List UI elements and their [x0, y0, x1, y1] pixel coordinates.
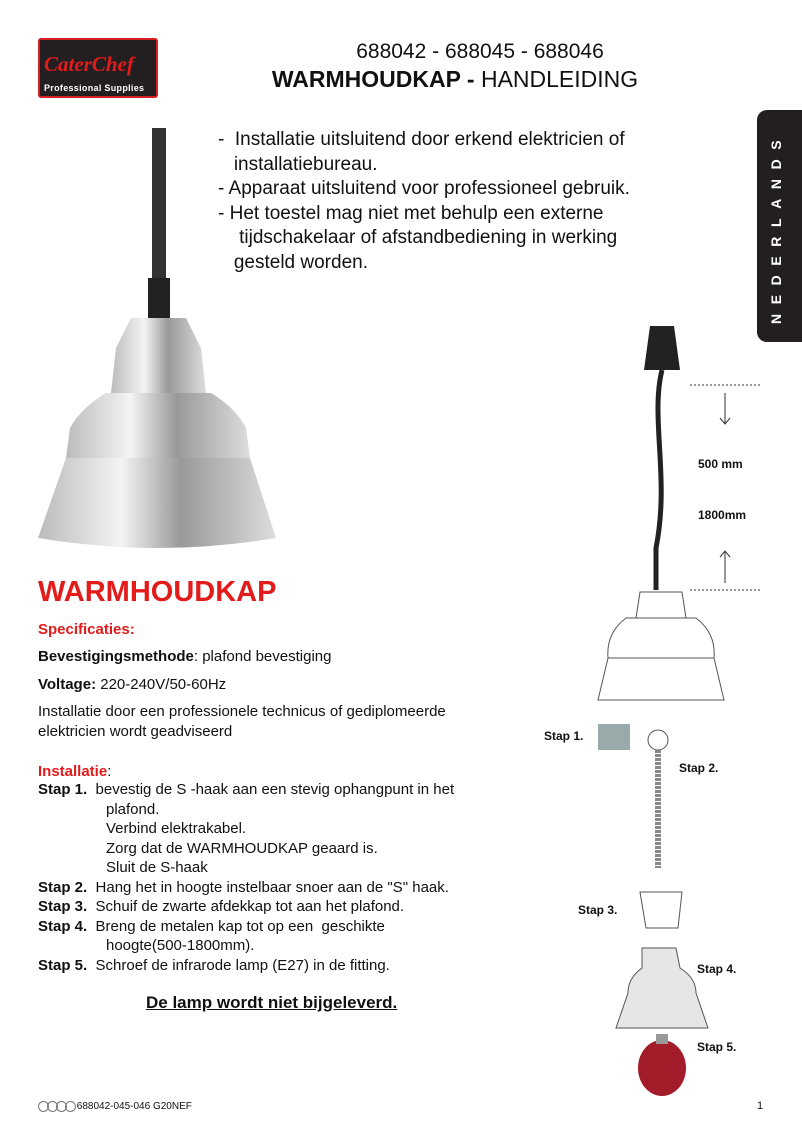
- diagram-label-step3: Stap 3.: [578, 903, 618, 917]
- step-text: Hang het in hoogte instelbaar snoer aan de "S" haak.: [87, 878, 449, 896]
- install-step-line: hoogte(500-1800mm).: [106, 937, 255, 954]
- install-step-line: [38, 878, 518, 898]
- mount-value: : plafond bevestiging: [193, 648, 332, 665]
- advice: [38, 702, 446, 741]
- document-code: 688042-045-046 G20NEF: [76, 1101, 192, 1113]
- diagram-label-step4: Stap 4.: [697, 962, 737, 976]
- install-step-line: plafond.: [106, 800, 160, 818]
- circle-icon: [65, 1101, 76, 1112]
- logo-subtext: Professional Supplies: [44, 83, 145, 93]
- install-step-line: [38, 956, 518, 976]
- step-label: Stap 2.: [38, 878, 88, 896]
- step-label: Stap 1.: [38, 781, 88, 798]
- language-tab: [757, 110, 802, 342]
- page-number: 1: [757, 1100, 764, 1112]
- warning-line: - Installatie uitsluitend door erkend elektricien of: [218, 129, 625, 150]
- step-text: Schroef de infrarode lamp (E27) in de fitting.: [87, 956, 390, 974]
- install-step-line: Verbind elektrakabel.: [106, 820, 247, 837]
- section-heading: WARMHOUDKAP: [38, 576, 277, 608]
- install-step-line: Zorg dat de WARMHOUDKAP geaard is.: [106, 839, 378, 857]
- logo-text: CaterChef: [44, 52, 134, 76]
- install-title: Installatie:: [38, 763, 112, 780]
- height-diagram: [590, 318, 770, 618]
- install-step-line: [38, 917, 518, 937]
- diagram-label-step2: Stap 2.: [679, 761, 719, 775]
- warning-line: tijdschakelaar of afstandbediening in werking: [218, 227, 618, 248]
- mount-spec: [38, 647, 331, 667]
- advice-line: elektricien wordt geadviseerd: [38, 722, 233, 740]
- diagram-label-step1: Stap 1.: [544, 729, 584, 743]
- install-step-line: [38, 780, 518, 800]
- voltage-spec: [38, 675, 226, 695]
- warning-line: installatiebureau.: [218, 153, 378, 175]
- product-codes: 688042 - 688045 - 688046: [356, 40, 604, 63]
- lamp-not-included-note: De lamp wordt niet bijgeleverd.: [146, 993, 398, 1012]
- warning-line: - Het toestel mag niet met behulp een externe: [218, 202, 604, 224]
- hood-outline-diagram: [596, 588, 726, 708]
- install-step-line: Sluit de S-haak: [106, 859, 208, 876]
- document-title: [250, 66, 660, 93]
- install-title-text: Installatie: [38, 763, 108, 780]
- mount-label: Bevestigingsmethode: [38, 648, 194, 665]
- caterchef-logo: [38, 38, 158, 98]
- specs-title: Specificaties:: [38, 621, 135, 638]
- warning-line: - Apparaat uitsluitend voor professioneel gebruik.: [218, 178, 630, 199]
- advice-line: Installatie door een professionele technicus of gediplomeerde: [38, 703, 446, 720]
- max-height-label: 1800mm: [698, 508, 747, 522]
- step-label: Stap 4.: [38, 917, 88, 935]
- min-height-label: 500 mm: [698, 457, 743, 471]
- voltage-label: Voltage:: [38, 676, 97, 693]
- step-text: Schuif de zwarte afdekkap tot aan het plafond.: [87, 898, 405, 915]
- install-step-line: [38, 897, 518, 917]
- title-rest: HANDLEIDING: [474, 66, 639, 92]
- language-label: NEDERLANDS: [768, 130, 784, 324]
- product-photo: [36, 128, 286, 552]
- step-text: bevestig de S -haak aan een stevig ophangpunt in het: [87, 781, 455, 798]
- warning-line: gesteld worden.: [218, 251, 368, 273]
- title-bold: WARMHOUDKAP -: [271, 66, 475, 92]
- install-steps: [38, 780, 518, 975]
- step-label: Stap 3.: [38, 898, 88, 915]
- step-label: Stap 5.: [38, 956, 88, 974]
- step-text: Breng de metalen kap tot op een geschikte: [87, 917, 385, 935]
- diagram-label-step5: Stap 5.: [697, 1040, 737, 1054]
- footer-code: [38, 1101, 192, 1112]
- voltage-value: 220-240V/50-60Hz: [96, 676, 227, 693]
